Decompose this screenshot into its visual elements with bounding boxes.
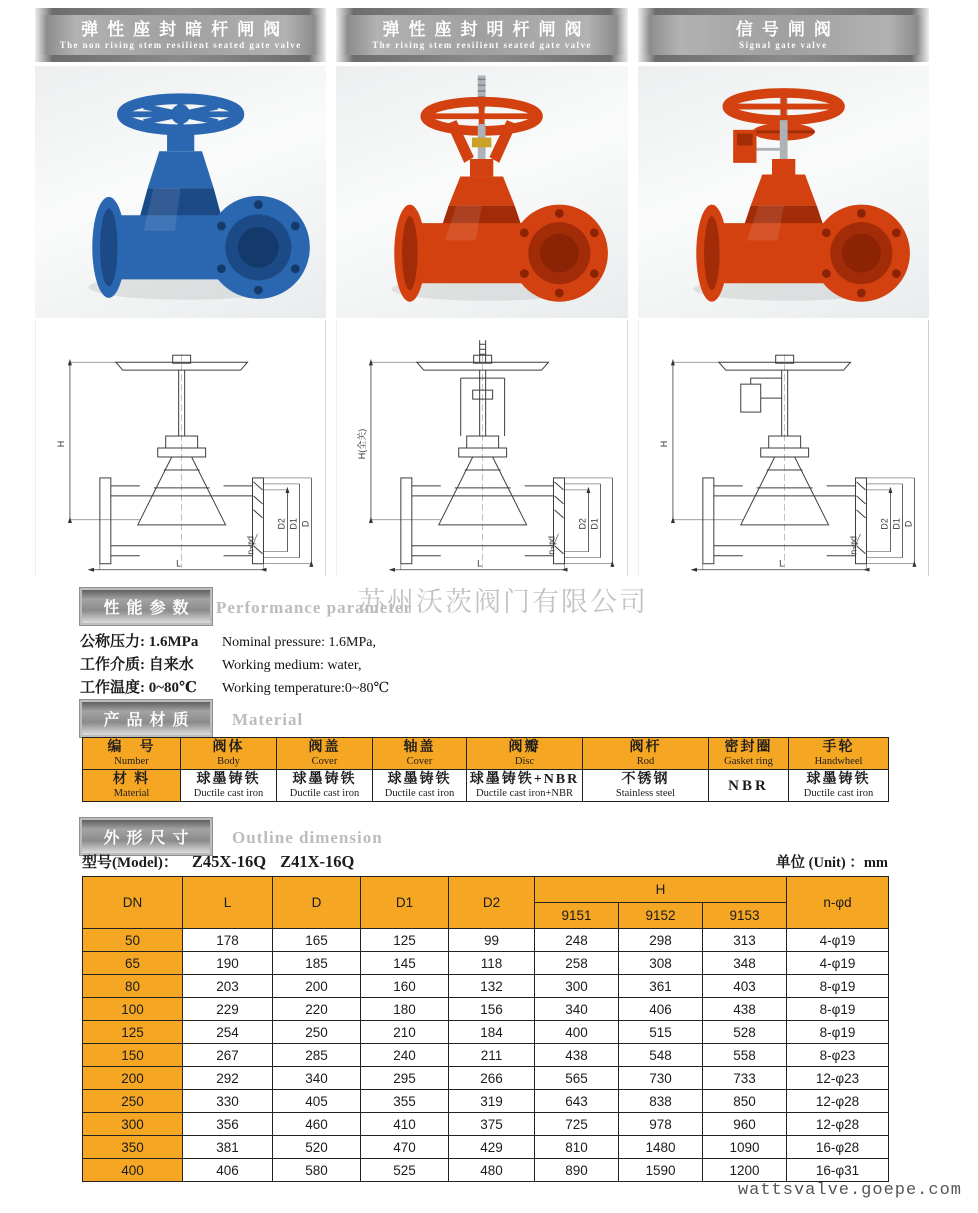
banner-non-rising-stem xyxy=(35,8,326,62)
dim-label-nphid: n-φd xyxy=(546,535,557,555)
material-part-header: 阀体 Body xyxy=(181,738,277,770)
dimension-cell: 313 xyxy=(703,929,787,952)
dimension-cell: 160 xyxy=(361,975,449,998)
dim-label-l: L xyxy=(778,558,784,569)
dim-label-h: H xyxy=(658,440,669,448)
dimension-cell: 890 xyxy=(535,1159,619,1182)
dimension-cell: 528 xyxy=(703,1021,787,1044)
perf-line-en: Nominal pressure: 1.6MPa, xyxy=(222,635,376,650)
dn-cell: 250 xyxy=(83,1090,183,1113)
perf-line-en: Working temperature:0~80℃ xyxy=(222,681,390,696)
dim-label-d2: D2 xyxy=(276,518,287,530)
material-value-cell: 球墨铸铁 Ductile cast iron xyxy=(181,770,277,802)
drawing-panel-non-rising xyxy=(35,320,326,576)
col-header-nphid: n-φd xyxy=(787,877,889,929)
dimension-cell: 145 xyxy=(361,952,449,975)
perf-value-zh: 1.6MPa xyxy=(148,634,199,650)
material-header-row xyxy=(83,738,889,770)
photo-row xyxy=(35,66,929,318)
dimension-cell: 1480 xyxy=(619,1136,703,1159)
dimension-cell: 258 xyxy=(535,952,619,975)
material-part-header: 阀盖 Cover xyxy=(277,738,373,770)
dimension-cell: 229 xyxy=(183,998,273,1021)
material-part-header: 密封圈 Gasket ring xyxy=(709,738,789,770)
dimension-cell: 1590 xyxy=(619,1159,703,1182)
dimension-cell: 8-φ23 xyxy=(787,1044,889,1067)
model-number: Z45X-16Q xyxy=(191,852,267,871)
dn-cell: 300 xyxy=(83,1113,183,1136)
dim-label-d2: D2 xyxy=(577,518,588,530)
dimension-cell: 348 xyxy=(703,952,787,975)
dimension-cell: 248 xyxy=(535,929,619,952)
banner-title-en: Signal gate valve xyxy=(739,39,828,50)
dim-label-l: L xyxy=(477,558,483,569)
dimension-cell: 300 xyxy=(535,975,619,998)
dim-label-h: H xyxy=(55,440,66,448)
dn-cell: 125 xyxy=(83,1021,183,1044)
model-label: 型号(Model)： xyxy=(82,855,178,871)
dimension-cell: 99 xyxy=(449,929,535,952)
material-part-header: 阀杆 Rod xyxy=(583,738,709,770)
dimension-cell: 978 xyxy=(619,1113,703,1136)
section-title-dimension-en: Outline dimension xyxy=(232,828,383,847)
dimension-cell: 558 xyxy=(703,1044,787,1067)
model-line xyxy=(82,851,888,872)
dimension-row xyxy=(83,952,889,975)
dimension-cell: 960 xyxy=(703,1113,787,1136)
col-header-9151: 9151 xyxy=(535,903,619,929)
dimension-row xyxy=(83,1067,889,1090)
material-table xyxy=(82,737,889,802)
valve-drawing-rising xyxy=(337,320,626,576)
dimension-cell: 580 xyxy=(273,1159,361,1182)
dimension-row xyxy=(83,998,889,1021)
dim-label-d: D xyxy=(300,520,311,528)
photo-panel-blue-valve xyxy=(35,66,326,318)
dimension-cell: 240 xyxy=(361,1044,449,1067)
footer-url: wattsvalve.goepe.com xyxy=(737,1181,962,1200)
dn-cell: 400 xyxy=(83,1159,183,1182)
perf-row-pressure xyxy=(80,631,600,654)
perf-label-zh: 公称压力: xyxy=(80,634,145,650)
dimension-cell: 515 xyxy=(619,1021,703,1044)
dimension-header-row-1 xyxy=(83,877,889,903)
dimension-cell: 1200 xyxy=(703,1159,787,1182)
banner-title-zh: 弹性座封暗杆闸阀 xyxy=(81,19,290,39)
col-header-h: H xyxy=(535,877,787,903)
dimension-cell: 185 xyxy=(273,952,361,975)
dimension-cell: 184 xyxy=(449,1021,535,1044)
section-badge-performance xyxy=(80,588,212,625)
dimension-cell: 266 xyxy=(449,1067,535,1090)
dimension-cell: 118 xyxy=(449,952,535,975)
dim-label-h-full: H(全关) xyxy=(357,428,368,460)
section-badge-label: 外形尺寸 xyxy=(103,830,196,847)
dimension-row xyxy=(83,1136,889,1159)
banner-rising-stem xyxy=(336,8,627,62)
material-part-header: 手轮 Handwheel xyxy=(789,738,889,770)
dimension-cell: 295 xyxy=(361,1067,449,1090)
banner-title-en: The non rising stem resilient seated gate valve xyxy=(59,39,302,50)
perf-row-temperature xyxy=(80,677,600,700)
section-title-material-en: Material xyxy=(232,710,304,729)
dimension-cell: 132 xyxy=(449,975,535,998)
dimension-cell: 406 xyxy=(619,998,703,1021)
dimension-cell: 156 xyxy=(449,998,535,1021)
col-header-l: L xyxy=(183,877,273,929)
dn-cell: 65 xyxy=(83,952,183,975)
banner-title-zh: 信号闸阀 xyxy=(735,19,840,39)
dimension-cell: 16-φ31 xyxy=(787,1159,889,1182)
col-header-9152: 9152 xyxy=(619,903,703,929)
dimension-cell: 12-φ28 xyxy=(787,1113,889,1136)
dimension-cell: 4-φ19 xyxy=(787,952,889,975)
dimension-cell: 405 xyxy=(273,1090,361,1113)
photo-panel-signal-valve xyxy=(638,66,929,318)
valve-photo-non-rising xyxy=(35,66,326,318)
dim-label-d1: D1 xyxy=(891,518,902,530)
dimension-cell: 565 xyxy=(535,1067,619,1090)
col-header-d1: D1 xyxy=(361,877,449,929)
dimension-cell: 178 xyxy=(183,929,273,952)
dimension-cell: 838 xyxy=(619,1090,703,1113)
perf-line-en: Working medium: water, xyxy=(222,658,362,673)
dimension-cell: 8-φ19 xyxy=(787,975,889,998)
dimension-cell: 356 xyxy=(183,1113,273,1136)
dimension-cell: 406 xyxy=(183,1159,273,1182)
dimension-row xyxy=(83,1159,889,1182)
dimension-cell: 16-φ28 xyxy=(787,1136,889,1159)
perf-label-zh: 工作温度: xyxy=(80,680,145,696)
col-header-dn: DN xyxy=(83,877,183,929)
dimension-cell: 4-φ19 xyxy=(787,929,889,952)
banner-signal-valve xyxy=(638,8,929,62)
dimension-cell: 8-φ19 xyxy=(787,1021,889,1044)
col-header-d2: D2 xyxy=(449,877,535,929)
performance-parameters xyxy=(80,631,600,700)
material-value-cell: NBR xyxy=(709,770,789,802)
model-number: Z41X-16Q xyxy=(280,852,355,871)
section-title-performance-en: Performance parameter xyxy=(216,598,413,617)
dimension-cell: 292 xyxy=(183,1067,273,1090)
section-badge-material xyxy=(80,700,212,737)
dim-label-d1: D1 xyxy=(589,518,600,530)
dimension-cell: 340 xyxy=(273,1067,361,1090)
valve-drawing-signal xyxy=(639,320,928,576)
dimension-cell: 850 xyxy=(703,1090,787,1113)
banner-row xyxy=(35,8,929,62)
dimension-cell: 180 xyxy=(361,998,449,1021)
material-value-cell: 球墨铸铁 Ductile cast iron xyxy=(373,770,467,802)
dimension-cell: 438 xyxy=(535,1044,619,1067)
dimension-cell: 210 xyxy=(361,1021,449,1044)
dn-cell: 200 xyxy=(83,1067,183,1090)
dimension-cell: 403 xyxy=(703,975,787,998)
drawing-row xyxy=(35,320,929,576)
dimension-cell: 429 xyxy=(449,1136,535,1159)
dimension-cell: 725 xyxy=(535,1113,619,1136)
dimension-cell: 308 xyxy=(619,952,703,975)
section-badge-dimension xyxy=(80,818,212,855)
dimension-cell: 8-φ19 xyxy=(787,998,889,1021)
dimension-row xyxy=(83,1044,889,1067)
dim-label-d: D xyxy=(903,520,914,528)
material-number-header: 编 号 Number xyxy=(83,738,181,770)
valve-drawing-non-rising xyxy=(36,320,325,576)
dn-cell: 100 xyxy=(83,998,183,1021)
dimension-cell: 285 xyxy=(273,1044,361,1067)
dimension-cell: 220 xyxy=(273,998,361,1021)
dimension-cell: 1090 xyxy=(703,1136,787,1159)
material-value-cell: 球墨铸铁+NBR Ductile cast iron+NBR xyxy=(467,770,583,802)
dimension-cell: 410 xyxy=(361,1113,449,1136)
dim-label-d2: D2 xyxy=(879,518,890,530)
dn-cell: 50 xyxy=(83,929,183,952)
perf-label-zh: 工作介质: xyxy=(80,657,145,673)
dim-label-nphid: n-φd xyxy=(245,535,256,555)
section-badge-label: 产品材质 xyxy=(103,712,196,729)
dimension-cell: 267 xyxy=(183,1044,273,1067)
dimension-cell: 525 xyxy=(361,1159,449,1182)
dimension-cell: 810 xyxy=(535,1136,619,1159)
dimension-table xyxy=(82,876,889,1182)
col-header-9153: 9153 xyxy=(703,903,787,929)
material-part-header: 轴盖 Cover xyxy=(373,738,467,770)
banner-title-zh: 弹性座封明杆闸阀 xyxy=(382,19,591,39)
section-badge-label: 性能参数 xyxy=(103,600,196,617)
dimension-cell: 400 xyxy=(535,1021,619,1044)
drawing-panel-rising xyxy=(336,320,627,576)
dimension-cell: 470 xyxy=(361,1136,449,1159)
dn-cell: 150 xyxy=(83,1044,183,1067)
unit-label: 单位 (Unit) ：mm xyxy=(776,855,888,871)
dimension-cell: 480 xyxy=(449,1159,535,1182)
dimension-cell: 361 xyxy=(619,975,703,998)
dimension-cell: 125 xyxy=(361,929,449,952)
material-value-row xyxy=(83,770,889,802)
dimension-row xyxy=(83,1113,889,1136)
dimension-cell: 730 xyxy=(619,1067,703,1090)
banner-title-en: The rising stem resilient seated gate valve xyxy=(372,39,592,50)
dimension-cell: 12-φ28 xyxy=(787,1090,889,1113)
drawing-panel-signal xyxy=(638,320,929,576)
dimension-cell: 438 xyxy=(703,998,787,1021)
dimension-cell: 12-φ23 xyxy=(787,1067,889,1090)
dimension-row xyxy=(83,975,889,998)
company-watermark: 苏州沃茨阀门有限公司 xyxy=(358,587,648,617)
dimension-row xyxy=(83,929,889,952)
valve-photo-rising xyxy=(336,66,627,318)
dimension-cell: 643 xyxy=(535,1090,619,1113)
dn-cell: 350 xyxy=(83,1136,183,1159)
dim-label-l: L xyxy=(176,558,182,569)
dimension-cell: 211 xyxy=(449,1044,535,1067)
dimension-cell: 340 xyxy=(535,998,619,1021)
perf-value-zh: 自来水 xyxy=(148,657,194,673)
dimension-cell: 190 xyxy=(183,952,273,975)
material-value-cell: 球墨铸铁 Ductile cast iron xyxy=(789,770,889,802)
dim-label-d1: D1 xyxy=(288,518,299,530)
dimension-cell: 460 xyxy=(273,1113,361,1136)
dimension-row xyxy=(83,1021,889,1044)
dimension-cell: 165 xyxy=(273,929,361,952)
dimension-cell: 203 xyxy=(183,975,273,998)
dimension-cell: 250 xyxy=(273,1021,361,1044)
dimension-cell: 355 xyxy=(361,1090,449,1113)
valve-photo-signal xyxy=(638,66,929,318)
dimension-cell: 298 xyxy=(619,929,703,952)
dimension-cell: 520 xyxy=(273,1136,361,1159)
dimension-cell: 319 xyxy=(449,1090,535,1113)
dimension-cell: 548 xyxy=(619,1044,703,1067)
photo-panel-red-valve xyxy=(336,66,627,318)
dimension-cell: 733 xyxy=(703,1067,787,1090)
material-value-cell: 不锈钢 Stainless steel xyxy=(583,770,709,802)
perf-value-zh: 0~80℃ xyxy=(148,680,198,696)
col-header-d: D xyxy=(273,877,361,929)
dimension-cell: 330 xyxy=(183,1090,273,1113)
dim-label-nphid: n-φd xyxy=(848,535,859,555)
dimension-cell: 200 xyxy=(273,975,361,998)
dimension-cell: 381 xyxy=(183,1136,273,1159)
perf-row-medium xyxy=(80,654,600,677)
dimension-cell: 375 xyxy=(449,1113,535,1136)
material-part-header: 阀瓣 Disc xyxy=(467,738,583,770)
material-value-cell: 球墨铸铁 Ductile cast iron xyxy=(277,770,373,802)
dimension-cell: 254 xyxy=(183,1021,273,1044)
dn-cell: 80 xyxy=(83,975,183,998)
dimension-row xyxy=(83,1090,889,1113)
material-row-label: 材 料 Material xyxy=(83,770,181,802)
